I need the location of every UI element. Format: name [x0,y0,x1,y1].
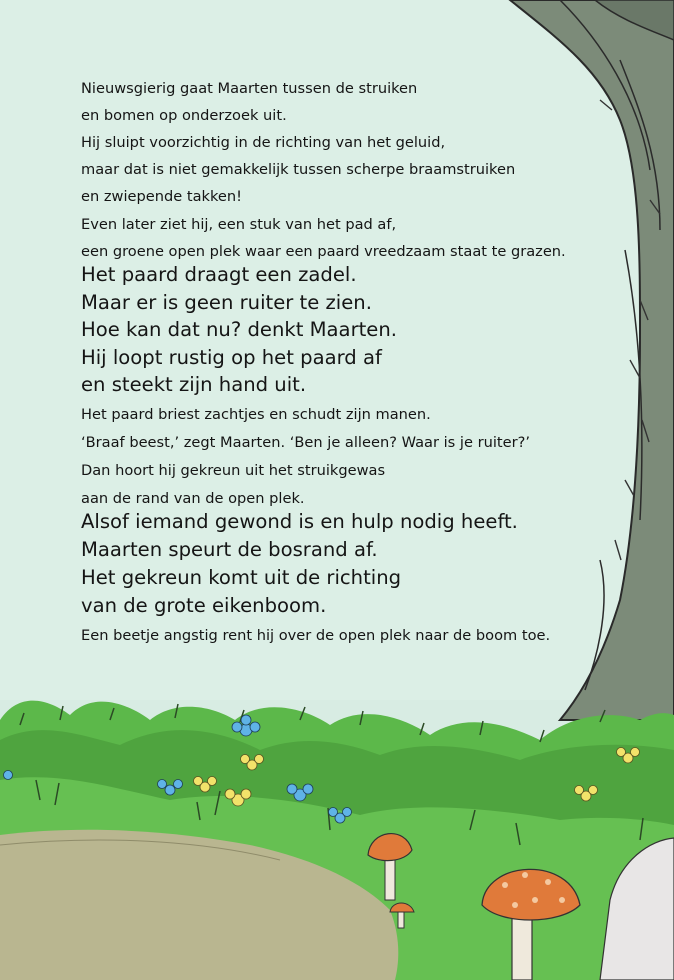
story-line-large: Het paard draagt een zadel. [81,263,357,286]
story-line-large: Het gekreun komt uit de richting [81,566,402,589]
story-line-large: van de grote eikenboom. [81,594,327,617]
story-line-large: Hij loopt rustig op het paard af [81,346,382,369]
story-line-large: en steekt zijn hand uit. [81,373,307,396]
story-line: en bomen op onderzoek uit. [81,107,287,124]
story-line-large: Maar er is geen ruiter te zien. [81,291,372,314]
story-line-large: Hoe kan dat nu? denkt Maarten. [81,318,398,341]
story-line: Nieuwsgierig gaat Maarten tussen de struiken [81,80,418,97]
story-line: Dan hoort hij gekreun uit het struikgewas [81,462,386,479]
story-line: een groene open plek waar een paard vreedzaam staat te grazen. [81,243,566,260]
story-line-large: Alsof iemand gewond is en hulp nodig heeft. [81,510,518,533]
story-line: Hij sluipt voorzichtig in de richting van het geluid, [81,134,446,151]
story-line: aan de rand van de open plek. [81,490,305,507]
story-line: maar dat is niet gemakkelijk tussen scherpe braamstruiken [81,161,516,178]
story-line: ‘Braaf beest,’ zegt Maarten. ‘Ben je alleen? Waar is je ruiter?’ [81,434,530,451]
story-line: en zwiepende takken! [81,188,242,205]
story-line: Het paard briest zachtjes en schudt zijn manen. [81,406,431,423]
story-line: Even later ziet hij, een stuk van het pad af, [81,216,397,233]
story-line-large: Maarten speurt de bosrand af. [81,538,378,561]
story-line: Een beetje angstig rent hij over de open plek naar de boom toe. [81,627,551,644]
